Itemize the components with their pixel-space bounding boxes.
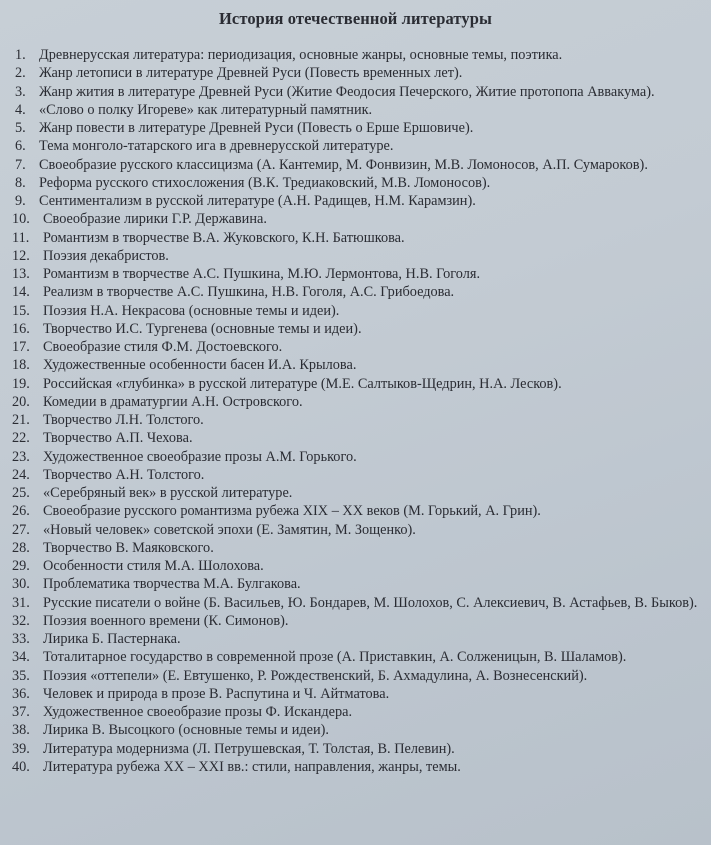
item-number: 13. bbox=[12, 266, 30, 282]
item-number: 30. bbox=[12, 576, 30, 593]
item-text: Русские писатели о войне (Б. Васильев, Ю. Бондарев, М. Шолохов, С. Алексиевич, В. Астафьев, В. Быков). bbox=[43, 594, 698, 611]
item-number: 25. bbox=[12, 485, 30, 501]
item-number: 4. bbox=[15, 101, 26, 118]
item-text: Тоталитарное государство в современной прозе (А. Приставкин, А. Солженицын, В. Шаламов). bbox=[43, 649, 627, 666]
item-text: Литература модернизма (Л. Петрушевская, Т. Толстая, В. Пелевин). bbox=[43, 740, 455, 757]
item-number: 35. bbox=[12, 667, 30, 684]
item-number: 27. bbox=[12, 521, 30, 538]
item-text: Сентиментализм в русской литературе (А.Н. Радищев, Н.М. Карамзин). bbox=[39, 193, 476, 209]
item-text: Жанр летописи в литературе Древней Руси (Повесть временных лет). bbox=[39, 65, 463, 82]
item-number: 28. bbox=[12, 539, 30, 556]
item-number: 1. bbox=[15, 47, 26, 63]
list-item bbox=[12, 721, 699, 739]
item-text: Литература рубежа XX – XXI вв.: стили, направления, жанры, темы. bbox=[43, 758, 461, 775]
list-item bbox=[12, 101, 699, 119]
list-item bbox=[12, 83, 699, 101]
item-text: Реализм в творчестве А.С. Пушкина, Н.В. Гоголя, А.С. Грибоедова. bbox=[43, 284, 455, 301]
list-item bbox=[12, 393, 699, 411]
item-number: 33. bbox=[12, 631, 30, 647]
item-text: Романтизм в творчестве А.С. Пушкина, М.Ю. Лермонтова, Н.В. Гоголя. bbox=[43, 266, 481, 282]
item-number: 15. bbox=[12, 302, 30, 319]
item-text: Тема монголо-татарского ига в древнерусской литературе. bbox=[39, 138, 394, 155]
list-item bbox=[12, 320, 699, 338]
list-item bbox=[12, 429, 699, 447]
item-number: 22. bbox=[12, 430, 30, 447]
item-text: Проблематика творчества М.А. Булгакова. bbox=[43, 576, 301, 593]
list-item bbox=[12, 64, 699, 82]
item-number: 2. bbox=[15, 65, 26, 82]
list-item bbox=[12, 156, 699, 174]
item-text: Творчество Л.Н. Толстого. bbox=[43, 412, 204, 428]
item-text: Жанр повести в литературе Древней Руси (Повесть о Ерше Ершовиче). bbox=[39, 120, 474, 136]
topic-list bbox=[12, 46, 699, 776]
list-item bbox=[12, 539, 699, 557]
item-number: 31. bbox=[12, 594, 30, 611]
list-item bbox=[12, 685, 699, 703]
list-item bbox=[12, 119, 699, 137]
item-number: 10. bbox=[12, 211, 30, 228]
item-text: Лирика Б. Пастернака. bbox=[43, 631, 181, 647]
list-item bbox=[12, 192, 699, 210]
item-text: Жанр жития в литературе Древней Руси (Житие Феодосия Печерского, Житие протопопа Аввакума). bbox=[39, 83, 655, 100]
list-item bbox=[12, 667, 699, 685]
item-number: 6. bbox=[15, 138, 26, 155]
item-text: Российская «глубинка» в русской литературе (М.Е. Салтыков-Щедрин, Н.А. Лесков). bbox=[43, 375, 562, 392]
item-text: Поэзия «оттепели» (Е. Евтушенко, Р. Рождественский, Б. Ахмадулина, А. Вознесенский). bbox=[43, 667, 588, 684]
list-item bbox=[12, 648, 699, 666]
list-item bbox=[12, 356, 699, 374]
list-item bbox=[12, 521, 699, 539]
item-number: 36. bbox=[12, 685, 30, 702]
item-text: Художественное своеобразие прозы Ф. Искандера. bbox=[43, 704, 353, 720]
item-text: Человек и природа в прозе В. Распутина и Ч. Айтматова. bbox=[43, 685, 390, 702]
item-text: Творчество В. Маяковского. bbox=[43, 539, 214, 556]
item-text: Лирика В. Высоцкого (основные темы и идеи). bbox=[43, 722, 330, 739]
item-number: 29. bbox=[12, 558, 30, 574]
list-item bbox=[12, 375, 699, 393]
item-text: Художественные особенности басен И.А. Крылова. bbox=[43, 357, 357, 374]
item-number: 26. bbox=[12, 503, 30, 520]
item-number: 16. bbox=[12, 320, 30, 337]
item-number: 32. bbox=[12, 612, 30, 629]
list-item bbox=[12, 338, 699, 356]
list-item bbox=[12, 502, 699, 520]
item-number: 19. bbox=[12, 375, 30, 392]
item-text: Особенности стиля М.А. Шолохова. bbox=[43, 558, 264, 574]
item-number: 34. bbox=[12, 649, 30, 666]
list-item bbox=[12, 210, 699, 228]
list-item bbox=[12, 265, 699, 283]
item-text: Реформа русского стихосложения (В.К. Тредиаковский, М.В. Ломоносов). bbox=[39, 174, 491, 191]
item-number: 9. bbox=[15, 193, 26, 209]
item-text: Поэзия декабристов. bbox=[43, 247, 169, 264]
item-number: 18. bbox=[12, 357, 30, 374]
item-number: 24. bbox=[12, 466, 30, 483]
list-item bbox=[12, 137, 699, 155]
list-item bbox=[12, 247, 699, 265]
list-item bbox=[12, 174, 699, 192]
item-text: «Серебряный век» в русской литературе. bbox=[43, 485, 293, 501]
list-item bbox=[12, 283, 699, 301]
item-number: 14. bbox=[12, 284, 30, 301]
item-number: 21. bbox=[12, 412, 30, 428]
item-text: «Новый человек» советской эпохи (Е. Замятин, М. Зощенко). bbox=[43, 521, 416, 538]
page-title: История отечественной литературы bbox=[218, 9, 493, 28]
item-text: Своеобразие стиля Ф.М. Достоевского. bbox=[43, 339, 283, 355]
list-item bbox=[12, 612, 699, 630]
item-number: 38. bbox=[12, 722, 30, 739]
item-text: «Слово о полку Игореве» как литературный памятник. bbox=[39, 101, 373, 118]
item-text: Своеобразие русского романтизма рубежа XIX – XX веков (М. Горький, А. Грин). bbox=[43, 503, 541, 520]
item-text: Художественное своеобразие прозы А.М. Горького. bbox=[43, 448, 357, 465]
item-number: 5. bbox=[15, 120, 26, 136]
list-item bbox=[12, 703, 699, 721]
item-number: 37. bbox=[12, 704, 30, 720]
item-text: Комедии в драматургии А.Н. Островского. bbox=[43, 393, 303, 410]
item-number: 12. bbox=[12, 247, 30, 264]
list-item bbox=[12, 302, 699, 320]
item-number: 8. bbox=[15, 174, 26, 191]
item-text: Творчество И.С. Тургенева (основные темы и идеи). bbox=[43, 320, 362, 337]
item-text: Романтизм в творчестве В.А. Жуковского, К.Н. Батюшкова. bbox=[43, 229, 405, 246]
item-number: 40. bbox=[12, 758, 30, 775]
list-item bbox=[12, 448, 699, 466]
list-item bbox=[12, 484, 699, 502]
item-text: Творчество А.Н. Толстого. bbox=[43, 466, 205, 483]
item-number: 3. bbox=[15, 83, 26, 100]
item-number: 7. bbox=[15, 156, 26, 173]
item-text: Поэзия военного времени (К. Симонов). bbox=[43, 612, 289, 629]
item-number: 20. bbox=[12, 393, 30, 410]
list-item bbox=[12, 740, 699, 758]
list-item bbox=[12, 557, 699, 575]
item-number: 23. bbox=[12, 448, 30, 465]
list-item bbox=[12, 575, 699, 593]
item-number: 11. bbox=[12, 229, 30, 246]
item-text: Своеобразие лирики Г.Р. Державина. bbox=[43, 211, 267, 228]
list-item bbox=[12, 229, 699, 247]
list-item bbox=[12, 594, 699, 612]
list-item bbox=[12, 758, 699, 776]
list-item bbox=[12, 46, 699, 64]
list-item bbox=[12, 411, 699, 429]
item-text: Своеобразие русского классицизма (А. Кантемир, М. Фонвизин, М.В. Ломоносов, А.П. Сумароков). bbox=[39, 156, 648, 173]
list-item bbox=[12, 466, 699, 484]
item-text: Творчество А.П. Чехова. bbox=[43, 430, 193, 447]
item-number: 39. bbox=[12, 740, 30, 757]
item-number: 17. bbox=[12, 339, 30, 355]
list-item bbox=[12, 630, 699, 648]
item-text: Поэзия Н.А. Некрасова (основные темы и идеи). bbox=[43, 302, 340, 319]
item-text: Древнерусская литература: периодизация, основные жанры, основные темы, поэтика. bbox=[39, 47, 563, 63]
